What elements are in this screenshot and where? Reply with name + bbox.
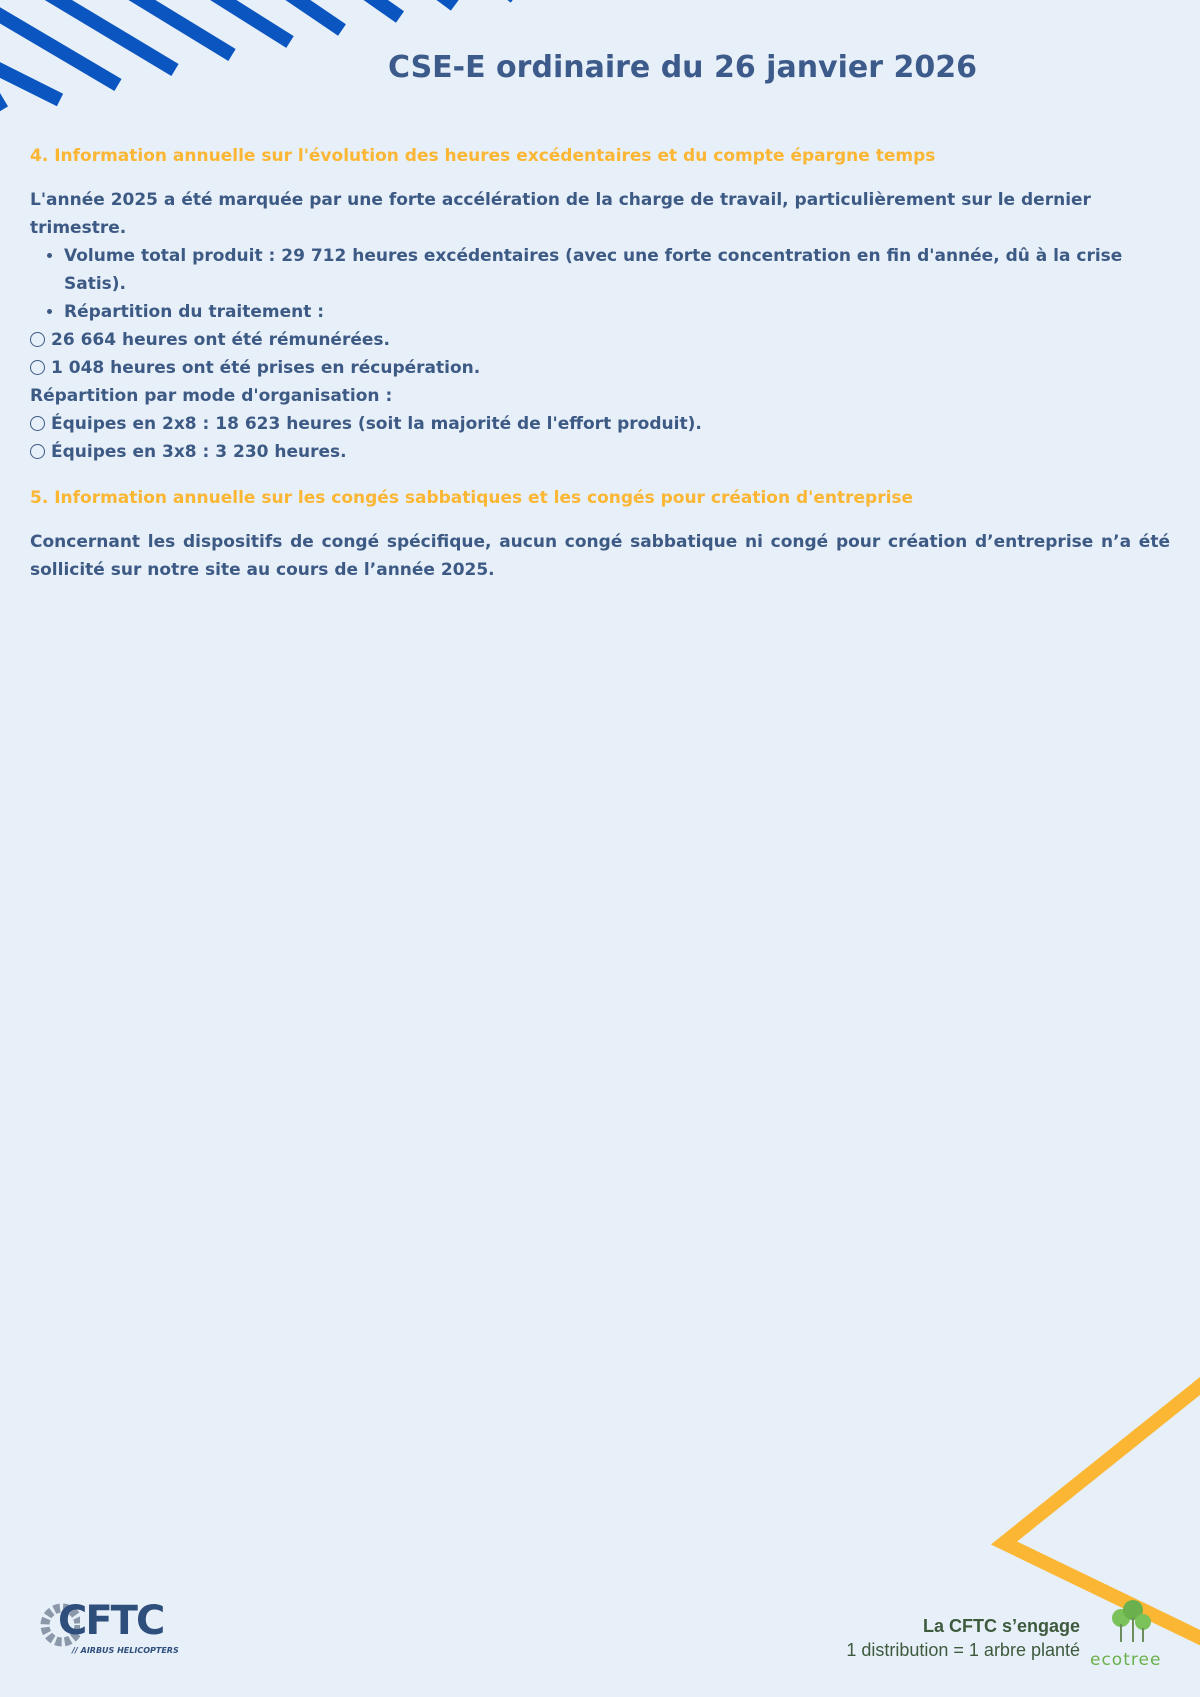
circle-icon [30, 332, 45, 347]
circle-icon [30, 444, 45, 459]
engagement-note [846, 1614, 1080, 1662]
engage-line-2: 1 distribution = 1 arbre planté [846, 1640, 1080, 1660]
treatment-text: 1 048 heures ont été prises en récupération. [51, 358, 481, 378]
treatment-text: 26 664 heures ont été rémunérées. [51, 330, 390, 350]
circle-icon [30, 416, 45, 431]
org-label: Répartition par mode d'organisation : [30, 386, 393, 406]
org-text: Équipes en 2x8 : 18 623 heures (soit la majorité de l'effort produit). [51, 414, 702, 434]
section-4-title: 4. Information annuelle sur l'évolution des heures excédentaires et du compte épargne temps [30, 146, 936, 166]
bullet-list [30, 242, 1170, 326]
org-item [30, 438, 1170, 466]
section-4-intro: L'année 2025 a été marquée par une forte accélération de la charge de travail, particulièrement sur le dernier trimestre. [30, 190, 1091, 238]
org-item [30, 410, 1170, 438]
content [30, 142, 1170, 584]
list-item: • Volume total produit : 29 712 heures excédentaires (avec une forte concentration en fin d'année, dû à la crise Satis). [64, 242, 1170, 298]
list-item: • Répartition du traitement : [64, 298, 1170, 326]
page-title: CSE-E ordinaire du 26 janvier 2026 [388, 50, 977, 85]
cftc-logo-subtitle: // AIRBUS HELICOPTERS [72, 1646, 179, 1655]
treatment-item [30, 354, 1170, 382]
ecotree-logo [1090, 1600, 1180, 1670]
cftc-logo [40, 1598, 179, 1655]
section-5-body: Concernant les dispositifs de congé spécifique, aucun congé sabbatique ni congé pour création d’entreprise n’a été sollicité sur notre site au cours de l’année 2025. [30, 532, 1170, 580]
section-5-title: 5. Information annuelle sur les congés sabbatiques et les congés pour création d'entreprise [30, 488, 914, 508]
org-text: Équipes en 3x8 : 3 230 heures. [51, 442, 347, 462]
circle-icon [30, 360, 45, 375]
tree-icon [1106, 1600, 1166, 1650]
engage-line-1: La CFTC s’engage [922, 1616, 1080, 1636]
treatment-item [30, 326, 1170, 354]
cftc-logo-text: CFTC [58, 1598, 164, 1644]
ecotree-text: ecotree [1090, 1650, 1162, 1670]
